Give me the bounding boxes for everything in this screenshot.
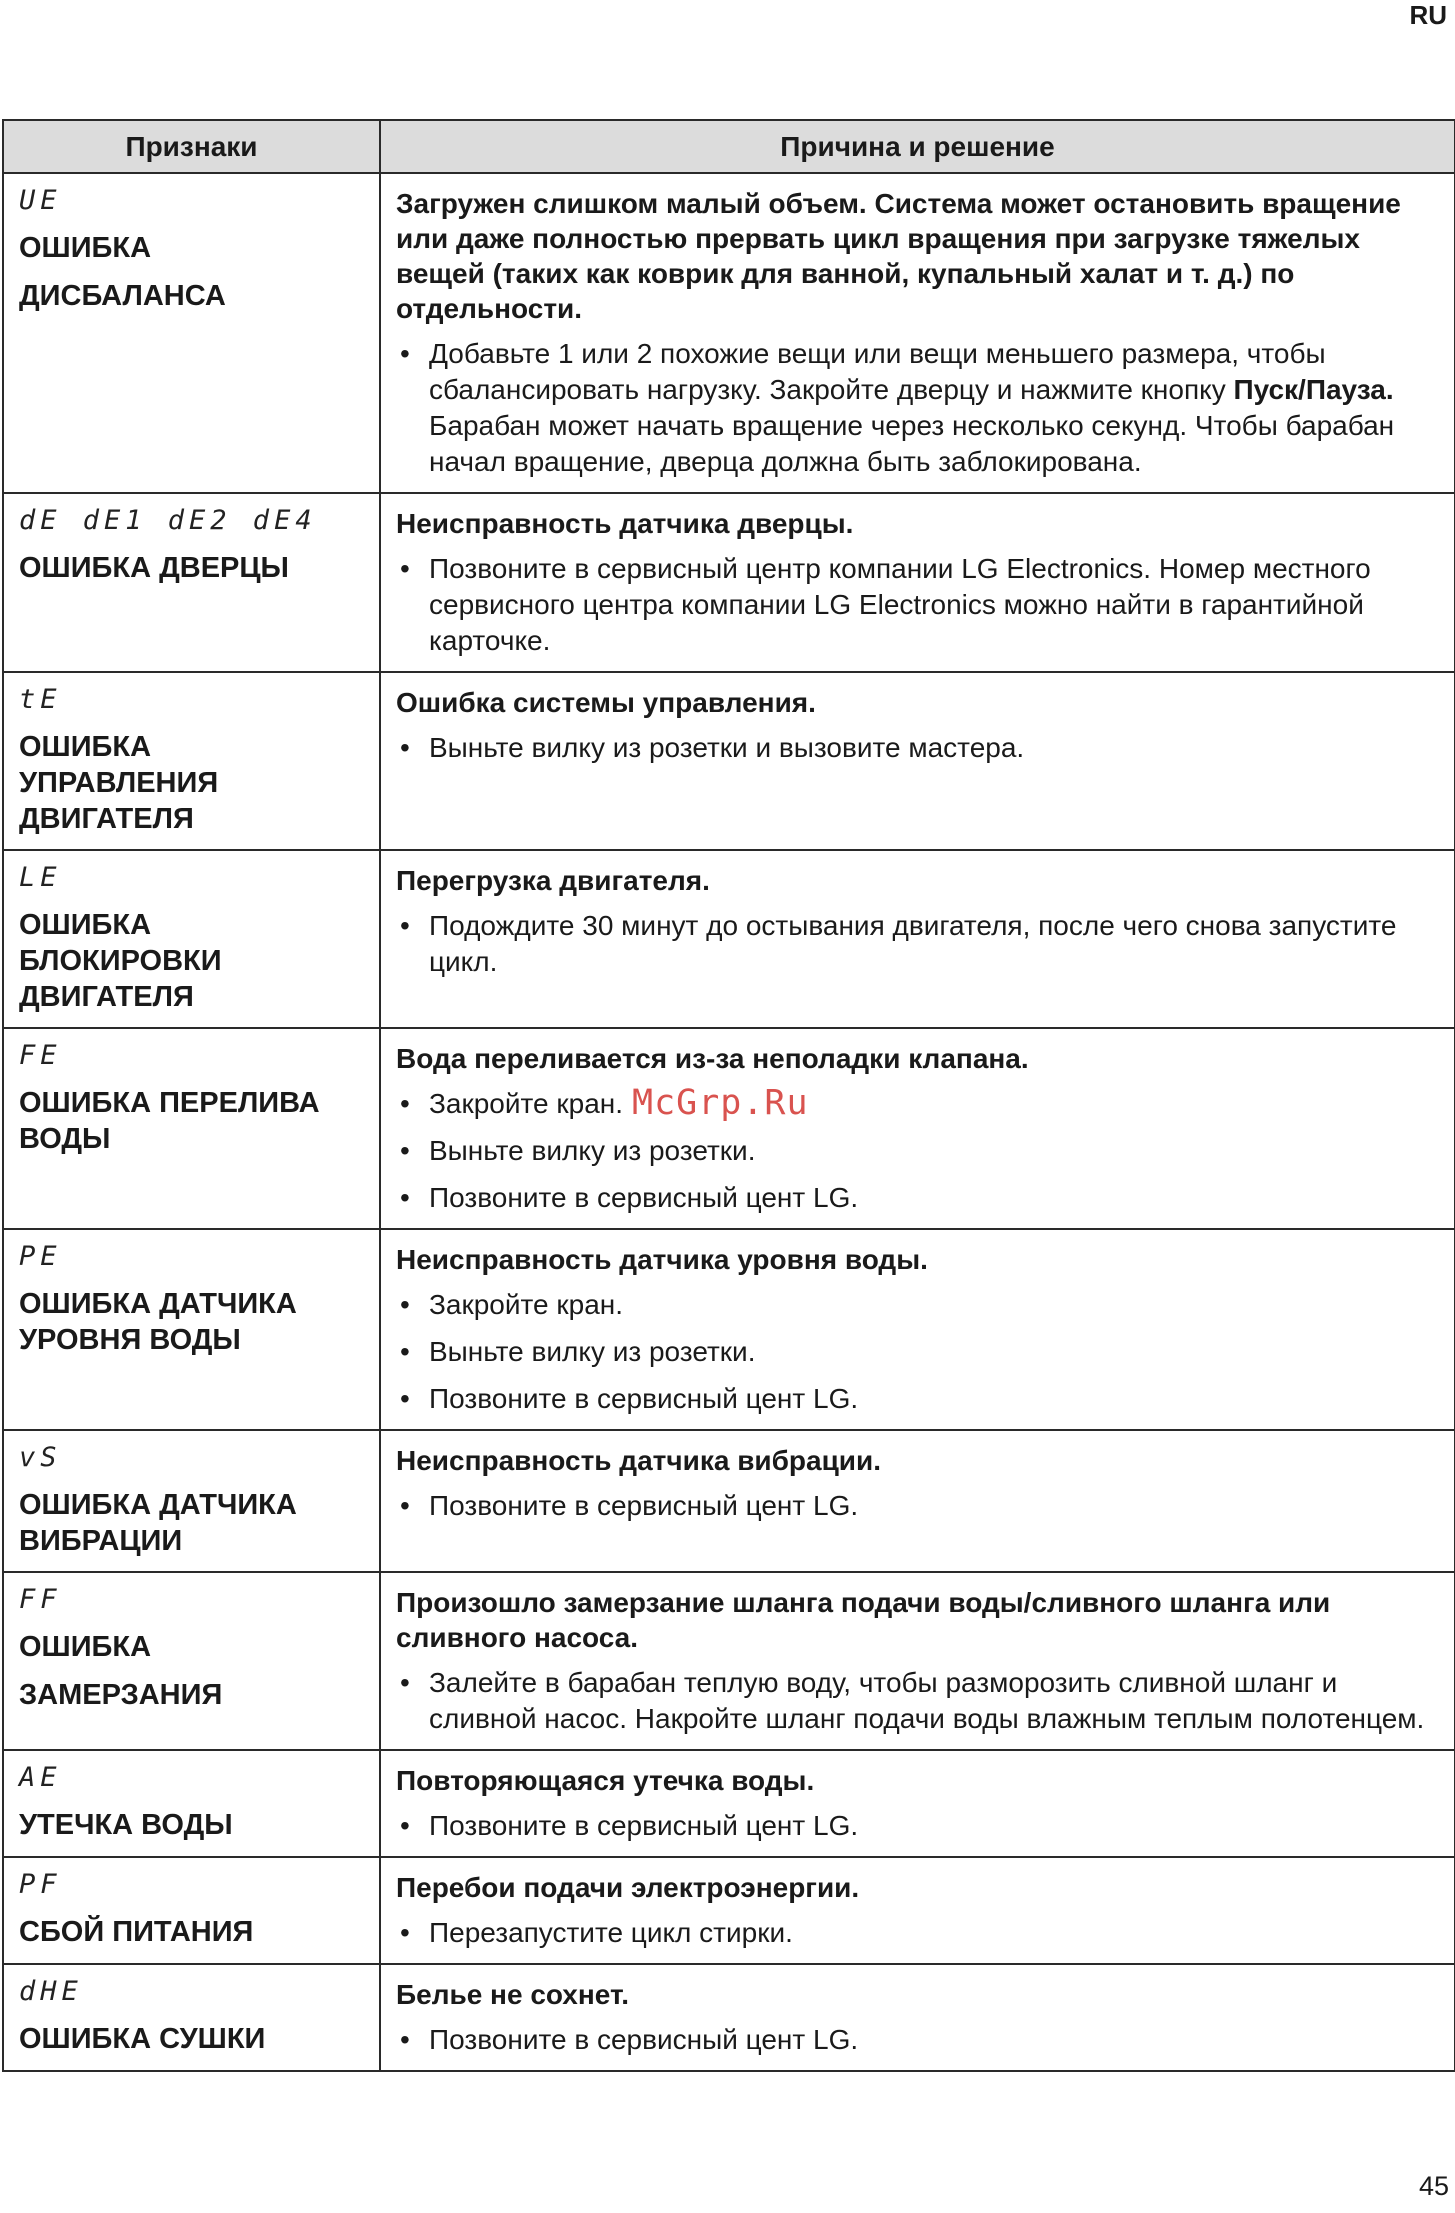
solution-text: Позвоните в сервисный цент LG. (429, 1182, 859, 1213)
table-row (3, 672, 1455, 850)
solution-list (396, 1287, 1440, 1417)
error-code: AE (19, 1762, 62, 1793)
error-label: ОШИБКА ДАТЧИКА (19, 1489, 297, 1521)
solution-cell (380, 493, 1455, 672)
symptom-cell (3, 1964, 380, 2071)
list-item (396, 1915, 1440, 1951)
list-item (396, 1665, 1440, 1737)
solution-list (396, 1665, 1440, 1737)
cause-text: Неисправность датчика уровня воды. (396, 1244, 928, 1275)
cause-text: Ошибка системы управления. (396, 687, 816, 718)
solution-text: Барабан может начать вращение через несколько секунд. Чтобы барабан начал вращение, дверца должна быть заблокирована. (429, 410, 1395, 477)
solution-text: Закройте кран. (429, 1088, 624, 1119)
solution-text: Позвоните в сервисный центр компании LG Electronics. Номер местного сервисного центра компании LG Electronics можно найти в гарантийной карточке. (429, 553, 1371, 656)
table-row (3, 1750, 1455, 1857)
error-label: ОШИБКА (19, 1631, 152, 1663)
list-item (396, 1287, 1440, 1323)
error-code: FE (19, 1040, 62, 1071)
error-code: PF (19, 1869, 62, 1900)
error-label: ВИБРАЦИИ (19, 1525, 183, 1557)
table-header-row (3, 120, 1455, 173)
solution-text: Подождите 30 минут до остывания двигателя, после чего снова запустите цикл. (429, 910, 1397, 977)
error-code: UE (19, 185, 62, 216)
button-name-text: Пуск/Пауза. (1233, 374, 1394, 405)
list-item (396, 908, 1440, 980)
symptom-cell (3, 672, 380, 850)
cause-text: Произошло замерзание шланга подачи воды/сливного шланга или сливного насоса. (396, 1587, 1331, 1653)
solution-cell (380, 173, 1455, 493)
cause-text: Неисправность датчика вибрации. (396, 1445, 882, 1476)
solution-cell (380, 672, 1455, 850)
solution-list (396, 730, 1440, 766)
language-tag: RU (1409, 0, 1447, 30)
list-item (396, 730, 1440, 766)
error-label: УТЕЧКА ВОДЫ (19, 1809, 233, 1841)
list-item (396, 336, 1440, 480)
symptom-cell (3, 1430, 380, 1572)
symptom-cell (3, 173, 380, 493)
symptom-cell (3, 1229, 380, 1430)
solution-text: Перезапустите цикл стирки. (429, 1917, 793, 1948)
table-row (3, 1028, 1455, 1229)
solution-list (396, 2022, 1440, 2058)
error-label: ОШИБКА (19, 731, 152, 763)
error-label: ОШИБКА ДАТЧИКА (19, 1288, 297, 1320)
error-label: ОШИБКА (19, 232, 152, 264)
list-item (396, 1133, 1440, 1169)
solution-list (396, 1488, 1440, 1524)
solution-cell (380, 1229, 1455, 1430)
error-code: vS (19, 1442, 62, 1473)
error-label: СБОЙ ПИТАНИЯ (19, 1916, 254, 1948)
cause-text: Вода переливается из-за неполадки клапана. (396, 1043, 1029, 1074)
list-item (396, 1180, 1440, 1216)
solution-text: Позвоните в сервисный цент LG. (429, 2024, 859, 2055)
solution-text: Позвоните в сервисный цент LG. (429, 1383, 859, 1414)
table-row (3, 493, 1455, 672)
solution-text: Добавьте 1 или 2 похожие вещи или вещи меньшего размера, чтобы сбалансировать нагрузку. Закройте дверцу и нажмите кнопку (429, 338, 1326, 405)
header-symptoms: Признаки (3, 120, 380, 173)
cause-text: Белье не сохнет. (396, 1979, 630, 2010)
error-label: УРОВНЯ ВОДЫ (19, 1324, 241, 1356)
symptom-cell (3, 850, 380, 1028)
solution-text: Позвоните в сервисный цент LG. (429, 1490, 859, 1521)
cause-text: Загружен слишком малый объем. Система может остановить вращение или даже полностью прервать цикл вращения при загрузке тяжелых вещей (таких как коврик для ванной, купальный халат и т. д.) по отдельности. (396, 188, 1401, 324)
solution-list (396, 1086, 1440, 1216)
list-item (396, 1086, 1440, 1122)
solution-text: Выньте вилку из розетки и вызовите мастера. (429, 732, 1025, 763)
symptom-cell (3, 1572, 380, 1750)
error-code: LE (19, 862, 62, 893)
error-label: ЗАМЕРЗАНИЯ (19, 1679, 223, 1711)
table-row (3, 1229, 1455, 1430)
table-row (3, 1964, 1455, 2071)
watermark: McGrp.Ru (632, 1083, 809, 1123)
solution-text: Закройте кран. (429, 1289, 624, 1320)
solution-cell (380, 1750, 1455, 1857)
error-label: ВОДЫ (19, 1123, 111, 1155)
cause-text: Неисправность датчика дверцы. (396, 508, 854, 539)
symptom-cell (3, 1857, 380, 1964)
solution-cell (380, 1964, 1455, 2071)
solution-list (396, 908, 1440, 980)
symptom-cell (3, 493, 380, 672)
cause-text: Перебои подачи электроэнергии. (396, 1872, 860, 1903)
solution-text: Позвоните в сервисный цент LG. (429, 1810, 859, 1841)
list-item (396, 1334, 1440, 1370)
error-label: ДВИГАТЕЛЯ (19, 981, 194, 1013)
error-code: dE dE1 dE2 dE4 (19, 505, 317, 536)
table-row (3, 850, 1455, 1028)
error-label: ОШИБКА ДВЕРЦЫ (19, 552, 289, 584)
symptom-cell (3, 1750, 380, 1857)
table-row (3, 1572, 1455, 1750)
solution-list (396, 1915, 1440, 1951)
solution-cell (380, 1857, 1455, 1964)
list-item (396, 1808, 1440, 1844)
table-row (3, 1430, 1455, 1572)
solution-list (396, 551, 1440, 659)
error-label: ДВИГАТЕЛЯ (19, 803, 194, 835)
solution-cell (380, 850, 1455, 1028)
error-label: БЛОКИРОВКИ (19, 945, 222, 977)
error-code: FF (19, 1584, 62, 1615)
error-code: PE (19, 1241, 62, 1272)
cause-text: Повторяющаяся утечка воды. (396, 1765, 815, 1796)
solution-list (396, 1808, 1440, 1844)
list-item (396, 1381, 1440, 1417)
table-row (3, 173, 1455, 493)
error-label: ДИСБАЛАНСА (19, 280, 226, 312)
error-label: УПРАВЛЕНИЯ (19, 767, 219, 799)
error-code: tE (19, 684, 62, 715)
solution-cell (380, 1430, 1455, 1572)
error-code: dHE (19, 1976, 83, 2007)
solution-list (396, 336, 1440, 480)
list-item (396, 2022, 1440, 2058)
list-item (396, 551, 1440, 659)
solution-text: Залейте в барабан теплую воду, чтобы разморозить сливной шланг и сливной насос. Накройте шланг подачи воды влажным теплым полотенцем. (429, 1667, 1425, 1734)
error-label: ОШИБКА СУШКИ (19, 2023, 266, 2055)
cause-text: Перегрузка двигателя. (396, 865, 710, 896)
solution-cell (380, 1028, 1455, 1229)
solution-cell (380, 1572, 1455, 1750)
header-cause-solution: Причина и решение (380, 120, 1455, 173)
solution-text: Выньте вилку из розетки. (429, 1135, 756, 1166)
list-item (396, 1488, 1440, 1524)
solution-text: Выньте вилку из розетки. (429, 1336, 756, 1367)
error-label: ОШИБКА ПЕРЕЛИВА (19, 1087, 320, 1119)
error-label: ОШИБКА (19, 909, 152, 941)
table-row (3, 1857, 1455, 1964)
page-number: 45 (1418, 2171, 1449, 2201)
symptom-cell (3, 1028, 380, 1229)
